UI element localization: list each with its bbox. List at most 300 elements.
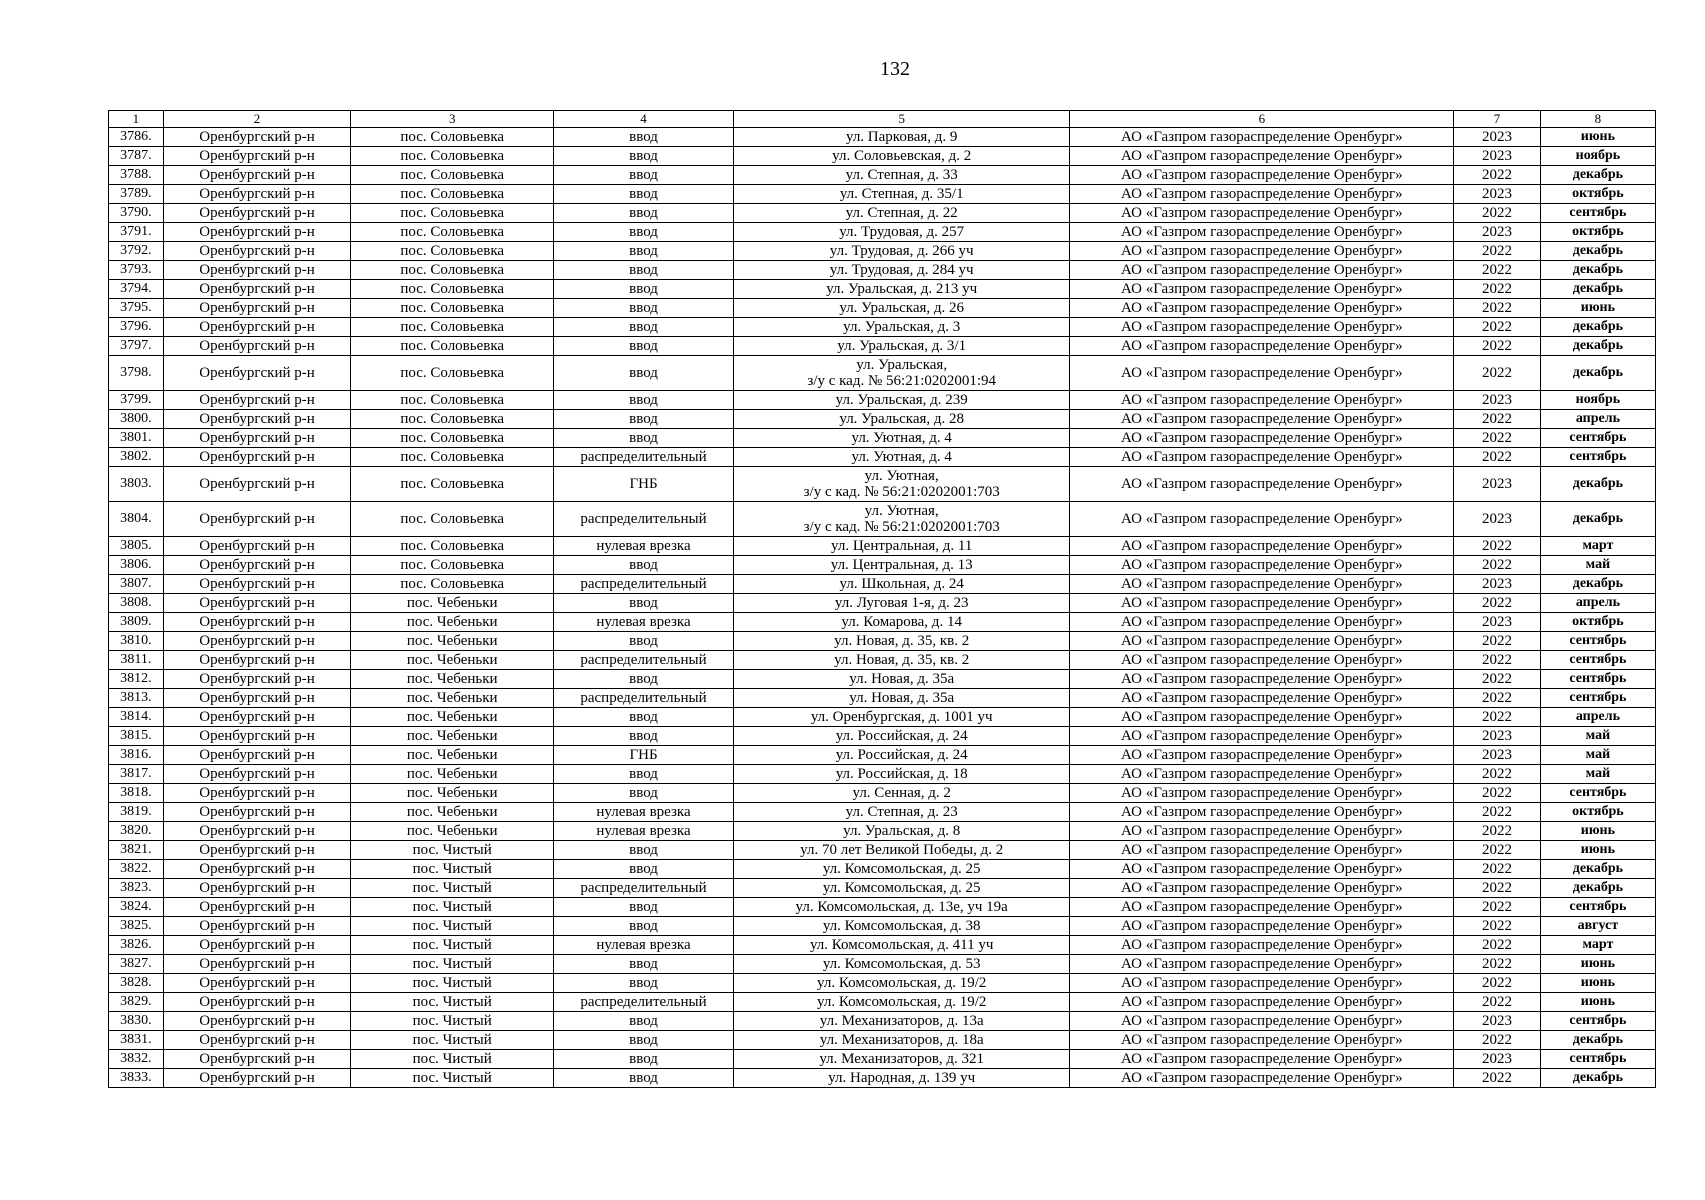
year-cell: 2023	[1454, 575, 1541, 594]
row-number-cell: 3804.	[109, 502, 164, 537]
month-cell: июнь	[1540, 955, 1655, 974]
address-cell: ул. Комсомольская, д. 13е, уч 19а	[733, 898, 1070, 917]
settlement-cell: пос. Соловьевка	[351, 299, 554, 318]
year-cell: 2022	[1454, 917, 1541, 936]
year-cell: 2022	[1454, 429, 1541, 448]
district-cell: Оренбургский р-н	[163, 632, 350, 651]
pipeline-type-cell: ввод	[554, 410, 734, 429]
pipeline-type-cell: ввод	[554, 166, 734, 185]
settlement-cell: пос. Чебеньки	[351, 803, 554, 822]
month-cell: август	[1540, 917, 1655, 936]
row-number-cell: 3828.	[109, 974, 164, 993]
year-cell: 2023	[1454, 727, 1541, 746]
table-row	[109, 128, 1656, 147]
row-number-cell: 3812.	[109, 670, 164, 689]
address-line: з/у с кад. № 56:21:0202001:703	[803, 519, 1000, 535]
pipeline-type-cell: ввод	[554, 727, 734, 746]
row-number-cell: 3787.	[109, 147, 164, 166]
district-cell: Оренбургский р-н	[163, 537, 350, 556]
pipeline-type-cell: распределительный	[554, 575, 734, 594]
pipeline-type-cell: ввод	[554, 917, 734, 936]
column-header: 8	[1540, 111, 1655, 128]
settlement-cell: пос. Соловьевка	[351, 556, 554, 575]
settlement-cell: пос. Соловьевка	[351, 337, 554, 356]
settlement-cell: пос. Чистый	[351, 898, 554, 917]
district-cell: Оренбургский р-н	[163, 765, 350, 784]
settlement-cell: пос. Чебеньки	[351, 708, 554, 727]
district-cell: Оренбургский р-н	[163, 318, 350, 337]
district-cell: Оренбургский р-н	[163, 917, 350, 936]
district-cell: Оренбургский р-н	[163, 784, 350, 803]
table-row	[109, 613, 1656, 632]
month-cell: июнь	[1540, 974, 1655, 993]
pipeline-type-cell: нулевая врезка	[554, 613, 734, 632]
column-header: 2	[163, 111, 350, 128]
year-cell: 2022	[1454, 594, 1541, 613]
organization-cell: АО «Газпром газораспределение Оренбург»	[1070, 993, 1454, 1012]
organization-cell: АО «Газпром газораспределение Оренбург»	[1070, 556, 1454, 575]
row-number-cell: 3815.	[109, 727, 164, 746]
column-header: 1	[109, 111, 164, 128]
month-cell: сентябрь	[1540, 448, 1655, 467]
organization-cell: АО «Газпром газораспределение Оренбург»	[1070, 299, 1454, 318]
column-header: 3	[351, 111, 554, 128]
address-cell: ул. Степная, д. 33	[733, 166, 1070, 185]
month-cell: декабрь	[1540, 860, 1655, 879]
address-cell: ул. Комсомольская, д. 19/2	[733, 974, 1070, 993]
row-number-cell: 3818.	[109, 784, 164, 803]
year-cell: 2022	[1454, 1031, 1541, 1050]
address-cell: ул. Центральная, д. 11	[733, 537, 1070, 556]
row-number-cell: 3799.	[109, 391, 164, 410]
month-cell: октябрь	[1540, 613, 1655, 632]
district-cell: Оренбургский р-н	[163, 556, 350, 575]
district-cell: Оренбургский р-н	[163, 841, 350, 860]
settlement-cell: пос. Соловьевка	[351, 429, 554, 448]
district-cell: Оренбургский р-н	[163, 879, 350, 898]
month-cell: декабрь	[1540, 1031, 1655, 1050]
settlement-cell: пос. Чистый	[351, 936, 554, 955]
address-cell: ул. Трудовая, д. 257	[733, 223, 1070, 242]
address-cell: ул. Российская, д. 18	[733, 765, 1070, 784]
address-cell: ул. Народная, д. 139 уч	[733, 1069, 1070, 1088]
district-cell: Оренбургский р-н	[163, 1031, 350, 1050]
address-line: з/у с кад. № 56:21:0202001:703	[803, 484, 1000, 500]
district-cell: Оренбургский р-н	[163, 223, 350, 242]
table-row	[109, 746, 1656, 765]
row-number-cell: 3829.	[109, 993, 164, 1012]
organization-cell: АО «Газпром газораспределение Оренбург»	[1070, 356, 1454, 391]
row-number-cell: 3831.	[109, 1031, 164, 1050]
year-cell: 2022	[1454, 242, 1541, 261]
table-row	[109, 708, 1656, 727]
pipeline-type-cell: ввод	[554, 280, 734, 299]
table-row	[109, 670, 1656, 689]
district-cell: Оренбургский р-н	[163, 1012, 350, 1031]
organization-cell: АО «Газпром газораспределение Оренбург»	[1070, 448, 1454, 467]
district-cell: Оренбургский р-н	[163, 594, 350, 613]
year-cell: 2022	[1454, 448, 1541, 467]
settlement-cell: пос. Чебеньки	[351, 613, 554, 632]
address-cell: ул. Уральская, д. 26	[733, 299, 1070, 318]
pipeline-type-cell: распределительный	[554, 993, 734, 1012]
pipeline-type-cell: ввод	[554, 784, 734, 803]
row-number-cell: 3806.	[109, 556, 164, 575]
settlement-cell: пос. Чебеньки	[351, 632, 554, 651]
address-cell: ул. Комсомольская, д. 19/2	[733, 993, 1070, 1012]
month-cell: март	[1540, 537, 1655, 556]
organization-cell: АО «Газпром газораспределение Оренбург»	[1070, 613, 1454, 632]
row-number-cell: 3789.	[109, 185, 164, 204]
month-cell: апрель	[1540, 410, 1655, 429]
pipeline-type-cell: ввод	[554, 185, 734, 204]
year-cell: 2022	[1454, 261, 1541, 280]
table-row	[109, 822, 1656, 841]
table-row	[109, 166, 1656, 185]
pipeline-type-cell: распределительный	[554, 502, 734, 537]
month-cell: апрель	[1540, 594, 1655, 613]
year-cell: 2022	[1454, 860, 1541, 879]
column-header: 6	[1070, 111, 1454, 128]
address-cell: ул. Уютная, д. 4	[733, 448, 1070, 467]
row-number-cell: 3833.	[109, 1069, 164, 1088]
table-row	[109, 803, 1656, 822]
settlement-cell: пос. Соловьевка	[351, 280, 554, 299]
settlement-cell: пос. Чебеньки	[351, 765, 554, 784]
row-number-cell: 3809.	[109, 613, 164, 632]
district-cell: Оренбургский р-н	[163, 429, 350, 448]
row-number-cell: 3808.	[109, 594, 164, 613]
table-row	[109, 955, 1656, 974]
table-row	[109, 765, 1656, 784]
address-cell: ул. Уральская, д. 28	[733, 410, 1070, 429]
month-cell: декабрь	[1540, 242, 1655, 261]
organization-cell: АО «Газпром газораспределение Оренбург»	[1070, 936, 1454, 955]
year-cell: 2023	[1454, 467, 1541, 502]
district-cell: Оренбургский р-н	[163, 467, 350, 502]
year-cell: 2022	[1454, 879, 1541, 898]
row-number-cell: 3795.	[109, 299, 164, 318]
pipeline-type-cell: ввод	[554, 841, 734, 860]
table-row	[109, 860, 1656, 879]
year-cell: 2022	[1454, 784, 1541, 803]
organization-cell: АО «Газпром газораспределение Оренбург»	[1070, 537, 1454, 556]
year-cell: 2023	[1454, 1050, 1541, 1069]
district-cell: Оренбургский р-н	[163, 337, 350, 356]
table-row	[109, 410, 1656, 429]
district-cell: Оренбургский р-н	[163, 822, 350, 841]
table-row	[109, 784, 1656, 803]
address-cell: ул. Российская, д. 24	[733, 727, 1070, 746]
pipeline-type-cell: ввод	[554, 594, 734, 613]
month-cell: май	[1540, 765, 1655, 784]
month-cell: сентябрь	[1540, 898, 1655, 917]
year-cell: 2022	[1454, 299, 1541, 318]
district-cell: Оренбургский р-н	[163, 147, 350, 166]
pipeline-type-cell: ввод	[554, 1050, 734, 1069]
month-cell: сентябрь	[1540, 670, 1655, 689]
address-line: з/у с кад. № 56:21:0202001:94	[807, 373, 997, 389]
table-row	[109, 429, 1656, 448]
row-number-cell: 3826.	[109, 936, 164, 955]
row-number-cell: 3803.	[109, 467, 164, 502]
settlement-cell: пос. Чебеньки	[351, 746, 554, 765]
organization-cell: АО «Газпром газораспределение Оренбург»	[1070, 746, 1454, 765]
table-row	[109, 185, 1656, 204]
month-cell: сентябрь	[1540, 429, 1655, 448]
year-cell: 2022	[1454, 993, 1541, 1012]
pipeline-type-cell: нулевая врезка	[554, 803, 734, 822]
settlement-cell: пос. Соловьевка	[351, 575, 554, 594]
row-number-cell: 3820.	[109, 822, 164, 841]
month-cell: декабрь	[1540, 166, 1655, 185]
row-number-cell: 3821.	[109, 841, 164, 860]
table-row	[109, 632, 1656, 651]
year-cell: 2022	[1454, 841, 1541, 860]
settlement-cell: пос. Соловьевка	[351, 318, 554, 337]
district-cell: Оренбургский р-н	[163, 803, 350, 822]
settlement-cell: пос. Чебеньки	[351, 822, 554, 841]
district-cell: Оренбургский р-н	[163, 955, 350, 974]
table-row	[109, 223, 1656, 242]
organization-cell: АО «Газпром газораспределение Оренбург»	[1070, 784, 1454, 803]
table-row	[109, 391, 1656, 410]
pipeline-type-cell: ввод	[554, 223, 734, 242]
row-number-cell: 3819.	[109, 803, 164, 822]
address-cell: ул. Новая, д. 35, кв. 2	[733, 632, 1070, 651]
row-number-cell: 3788.	[109, 166, 164, 185]
address-cell: ул. Новая, д. 35, кв. 2	[733, 651, 1070, 670]
organization-cell: АО «Газпром газораспределение Оренбург»	[1070, 1012, 1454, 1031]
settlement-cell: пос. Соловьевка	[351, 537, 554, 556]
pipeline-type-cell: ввод	[554, 974, 734, 993]
table-row	[109, 467, 1656, 502]
row-number-cell: 3797.	[109, 337, 164, 356]
table-body	[109, 128, 1656, 1088]
district-cell: Оренбургский р-н	[163, 746, 350, 765]
organization-cell: АО «Газпром газораспределение Оренбург»	[1070, 204, 1454, 223]
pipeline-type-cell: нулевая врезка	[554, 537, 734, 556]
year-cell: 2022	[1454, 280, 1541, 299]
row-number-cell: 3823.	[109, 879, 164, 898]
organization-cell: АО «Газпром газораспределение Оренбург»	[1070, 410, 1454, 429]
settlement-cell: пос. Чистый	[351, 917, 554, 936]
organization-cell: АО «Газпром газораспределение Оренбург»	[1070, 955, 1454, 974]
table-row	[109, 841, 1656, 860]
district-cell: Оренбургский р-н	[163, 280, 350, 299]
month-cell: ноябрь	[1540, 147, 1655, 166]
settlement-cell: пос. Соловьевка	[351, 204, 554, 223]
year-cell: 2022	[1454, 356, 1541, 391]
year-cell: 2023	[1454, 1012, 1541, 1031]
month-cell: ноябрь	[1540, 391, 1655, 410]
month-cell: декабрь	[1540, 467, 1655, 502]
address-cell: ул. Уральская, д. 3/1	[733, 337, 1070, 356]
district-cell: Оренбургский р-н	[163, 974, 350, 993]
district-cell: Оренбургский р-н	[163, 410, 350, 429]
organization-cell: АО «Газпром газораспределение Оренбург»	[1070, 974, 1454, 993]
month-cell: март	[1540, 936, 1655, 955]
month-cell: сентябрь	[1540, 689, 1655, 708]
pipeline-type-cell: ввод	[554, 670, 734, 689]
table-row	[109, 280, 1656, 299]
address-cell: ул. Степная, д. 22	[733, 204, 1070, 223]
district-cell: Оренбургский р-н	[163, 1050, 350, 1069]
settlement-cell: пос. Соловьевка	[351, 448, 554, 467]
row-number-cell: 3800.	[109, 410, 164, 429]
month-cell: декабрь	[1540, 261, 1655, 280]
year-cell: 2023	[1454, 185, 1541, 204]
year-cell: 2022	[1454, 318, 1541, 337]
district-cell: Оренбургский р-н	[163, 242, 350, 261]
page-number: 132	[880, 58, 910, 80]
organization-cell: АО «Газпром газораспределение Оренбург»	[1070, 1069, 1454, 1088]
district-cell: Оренбургский р-н	[163, 936, 350, 955]
table-row	[109, 1069, 1656, 1088]
address-cell: ул. Механизаторов, д. 18а	[733, 1031, 1070, 1050]
address-cell: ул. Соловьевская, д. 2	[733, 147, 1070, 166]
district-cell: Оренбургский р-н	[163, 391, 350, 410]
organization-cell: АО «Газпром газораспределение Оренбург»	[1070, 1031, 1454, 1050]
address-cell: ул. Новая, д. 35а	[733, 670, 1070, 689]
organization-cell: АО «Газпром газораспределение Оренбург»	[1070, 261, 1454, 280]
district-cell: Оренбургский р-н	[163, 128, 350, 147]
table-row	[109, 299, 1656, 318]
header-row	[109, 111, 1656, 128]
district-cell: Оренбургский р-н	[163, 613, 350, 632]
year-cell: 2022	[1454, 803, 1541, 822]
column-header: 7	[1454, 111, 1541, 128]
address-cell: ул. Луговая 1-я, д. 23	[733, 594, 1070, 613]
address-cell: ул. Уютная, д. 4	[733, 429, 1070, 448]
organization-cell: АО «Газпром газораспределение Оренбург»	[1070, 708, 1454, 727]
address-cell: ул. Комарова, д. 14	[733, 613, 1070, 632]
year-cell: 2023	[1454, 502, 1541, 537]
settlement-cell: пос. Соловьевка	[351, 223, 554, 242]
address-cell: ул. Уральская, д. 8	[733, 822, 1070, 841]
month-cell: июнь	[1540, 128, 1655, 147]
pipeline-type-cell: ввод	[554, 128, 734, 147]
table-row	[109, 936, 1656, 955]
row-number-cell: 3796.	[109, 318, 164, 337]
address-line: ул. Уютная,	[864, 503, 939, 519]
address-cell	[733, 467, 1070, 502]
year-cell: 2022	[1454, 708, 1541, 727]
settlement-cell: пос. Соловьевка	[351, 261, 554, 280]
address-cell: ул. Трудовая, д. 266 уч	[733, 242, 1070, 261]
pipeline-type-cell: ввод	[554, 391, 734, 410]
year-cell: 2023	[1454, 128, 1541, 147]
year-cell: 2022	[1454, 410, 1541, 429]
table-row	[109, 204, 1656, 223]
month-cell: октябрь	[1540, 185, 1655, 204]
address-cell: ул. Оренбургская, д. 1001 уч	[733, 708, 1070, 727]
pipeline-type-cell: ввод	[554, 337, 734, 356]
organization-cell: АО «Газпром газораспределение Оренбург»	[1070, 391, 1454, 410]
pipeline-type-cell: ГНБ	[554, 746, 734, 765]
pipeline-type-cell: нулевая врезка	[554, 822, 734, 841]
year-cell: 2022	[1454, 556, 1541, 575]
pipeline-type-cell: ввод	[554, 1069, 734, 1088]
year-cell: 2023	[1454, 147, 1541, 166]
year-cell: 2022	[1454, 822, 1541, 841]
row-number-cell: 3822.	[109, 860, 164, 879]
table-row	[109, 917, 1656, 936]
gasification-table	[108, 110, 1656, 1088]
year-cell: 2022	[1454, 898, 1541, 917]
month-cell: декабрь	[1540, 337, 1655, 356]
month-cell: октябрь	[1540, 803, 1655, 822]
year-cell: 2022	[1454, 337, 1541, 356]
pipeline-type-cell: ввод	[554, 429, 734, 448]
row-number-cell: 3807.	[109, 575, 164, 594]
table-row	[109, 242, 1656, 261]
row-number-cell: 3786.	[109, 128, 164, 147]
settlement-cell: пос. Чистый	[351, 1031, 554, 1050]
table-row	[109, 502, 1656, 537]
settlement-cell: пос. Соловьевка	[351, 356, 554, 391]
month-cell: сентябрь	[1540, 204, 1655, 223]
settlement-cell: пос. Чебеньки	[351, 670, 554, 689]
address-cell: ул. Комсомольская, д. 38	[733, 917, 1070, 936]
organization-cell: АО «Газпром газораспределение Оренбург»	[1070, 166, 1454, 185]
address-cell: ул. Парковая, д. 9	[733, 128, 1070, 147]
month-cell: декабрь	[1540, 575, 1655, 594]
pipeline-type-cell: ввод	[554, 1031, 734, 1050]
settlement-cell: пос. Соловьевка	[351, 467, 554, 502]
settlement-cell: пос. Соловьевка	[351, 242, 554, 261]
row-number-cell: 3793.	[109, 261, 164, 280]
row-number-cell: 3798.	[109, 356, 164, 391]
month-cell: сентябрь	[1540, 1050, 1655, 1069]
address-cell: ул. Комсомольская, д. 25	[733, 860, 1070, 879]
table-row	[109, 318, 1656, 337]
pipeline-type-cell: ввод	[554, 242, 734, 261]
settlement-cell: пос. Чистый	[351, 1012, 554, 1031]
organization-cell: АО «Газпром газораспределение Оренбург»	[1070, 337, 1454, 356]
settlement-cell: пос. Соловьевка	[351, 166, 554, 185]
month-cell: сентябрь	[1540, 784, 1655, 803]
row-number-cell: 3790.	[109, 204, 164, 223]
row-number-cell: 3817.	[109, 765, 164, 784]
year-cell: 2023	[1454, 391, 1541, 410]
organization-cell: АО «Газпром газораспределение Оренбург»	[1070, 575, 1454, 594]
district-cell: Оренбургский р-н	[163, 502, 350, 537]
address-cell: ул. Механизаторов, д. 321	[733, 1050, 1070, 1069]
settlement-cell: пос. Соловьевка	[351, 502, 554, 537]
organization-cell: АО «Газпром газораспределение Оренбург»	[1070, 879, 1454, 898]
address-cell	[733, 502, 1070, 537]
table-row	[109, 1050, 1656, 1069]
row-number-cell: 3814.	[109, 708, 164, 727]
month-cell: декабрь	[1540, 318, 1655, 337]
table-row	[109, 727, 1656, 746]
year-cell: 2022	[1454, 651, 1541, 670]
pipeline-type-cell: распределительный	[554, 879, 734, 898]
address-cell: ул. Уральская, д. 213 уч	[733, 280, 1070, 299]
row-number-cell: 3830.	[109, 1012, 164, 1031]
address-cell: ул. Сенная, д. 2	[733, 784, 1070, 803]
address-line: ул. Уютная,	[864, 468, 939, 484]
row-number-cell: 3801.	[109, 429, 164, 448]
organization-cell: АО «Газпром газораспределение Оренбург»	[1070, 803, 1454, 822]
settlement-cell: пос. Чебеньки	[351, 727, 554, 746]
settlement-cell: пос. Чистый	[351, 860, 554, 879]
year-cell: 2022	[1454, 204, 1541, 223]
address-cell: ул. 70 лет Великой Победы, д. 2	[733, 841, 1070, 860]
organization-cell: АО «Газпром газораспределение Оренбург»	[1070, 727, 1454, 746]
table-row	[109, 1031, 1656, 1050]
